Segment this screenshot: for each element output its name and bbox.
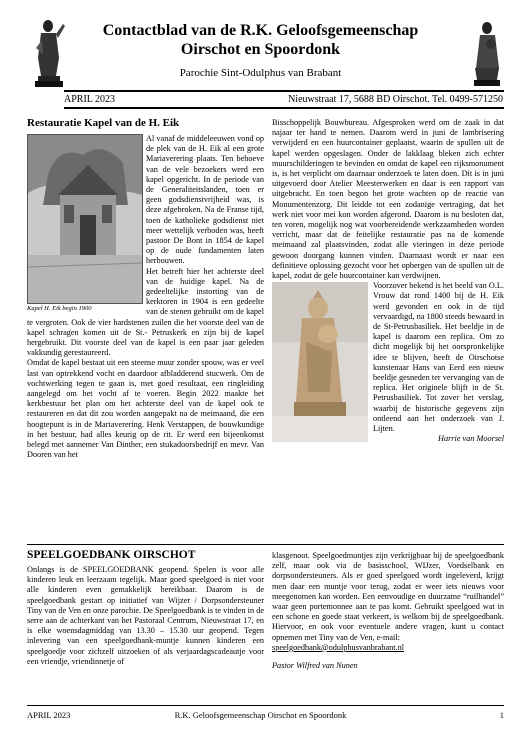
madonna-statue-photo (272, 282, 368, 442)
article1-intro-text: Al vanaf de middeleeuwen vond op de plek van de H. Eik al een grote Mariaverering plaats. Ten behoeve van de vele bezoekers werd een kapel opgericht. In de periode van de Generaliteitslanden, toen er geen godsdienstvrijheid was, is deze afgebroken. Na de Franse tijd, toen de katholieke godsdienst niet meer wettelijk verboden was, heeft pastoor De Bont in 1854 de kapel op de oude fundamenten laten herbouwen. (146, 134, 264, 266)
article2-title: SPEELGOEDBANK OIRSCHOT (27, 549, 196, 561)
footer-rule (27, 705, 504, 706)
chapel-photo-block (27, 134, 141, 312)
page-number: 1 (499, 710, 504, 720)
masthead-title-line2: Oirschot en Spoordonk (180, 41, 341, 58)
masthead-bottom-rule (64, 107, 504, 109)
article1-author-signature: Harrie van Moorsel (438, 434, 504, 444)
parish-subtitle: Parochie Sint-Odulphus van Brabant (179, 67, 342, 79)
article2-right-column (272, 551, 504, 671)
article1-right-column (272, 118, 504, 445)
article1-title: Restauratie Kapel van de H. Eik (27, 117, 180, 129)
masthead-top-rule (64, 90, 504, 92)
article1-statue-text: Voorzover bekend is het beeld van O.L. Vrouw dat rond 1400 bij de H. Eik werd gevonden en ook in de tijd vervaardigd, na 1800 steeds bewaard in de St-Petrusbasiliek. Het beeldje in de kapel is daarom een replica. Om zo dicht mogelijk bij het oorspronkelijke idee te blijven, heeft de Oirschotse kunstenaar Hans van Eerd een nieuw beeldje gesneden ter vervanging van de replica. Het originele blijft in de St. Petrusbasiliek. Tot zover het verslag, waarbij de historische gegevens zijn ontleend aan het onderzoek van J. Lijten. (373, 281, 504, 434)
madonna-photo-block (272, 282, 368, 442)
article1-restoration-text: Omdat de kapel bestaat uit een steense muur zonder spouw, was er veel last van optrekkend vocht en daardoor afbladderend stucwerk. Om de vochtwerking tegen te gaan is, met goed resultaat, een ringleiding aangelegd om het vocht af te voeren. Begin 2022 maakte het kerkbestuur het plan om het achterste deel van de kapel ook te restaureren en dat dit zou worden aangepakt na de meimaand, die een hoogtepunt is in de Mariaverering. Henk Verstappen, de bouwkundige in het bestuur, had alles keurig op de rit. Er werd een bijeenkomst belegd met aannemer Van Dinther, een stukadoorsbedrijf en mevr. Van Dooren van het (27, 358, 264, 460)
article1-right-para1: Bisschoppelijk Bouwbureau. Afgesproken werd om de zaak in dat najaar ter hand te nemen. Daarom werd in juni de lambrisering verwijderd en een huurcontainer geplaatst, waarin de spullen uit de kapel werden opgeslagen. Onder de lakklaag bleken zich echter muurschilderingen te bevinden en omdat de kapel een rijksmonument is, is het verplicht om daarnaar onderzoek te laten doen. Dit is in juni uitgevoerd door Atelier Meesterwerken en daar is een rapport van uitgebracht. En toen begon het grote wachten op de reactie van Monumentenzorg. Dit leidde tot een zodanige vertraging, dat het werk niet voor mei kon worden afgerond. Daarom is nu besloten dat, ten voren, mogelijk nog wat voorbereidende werkzaamheden worden verricht, maar dat de feitelijke restauratie pas na de komende meimaand zal plaatsvinden, zodat alle vieringen in deze periode gewoon doorgang kunnen vinden. Daarnaast wordt er naar een definitieve oplossing gezocht voor het opbergen van de spullen uit de kapel, zodat de gele huurcontainer kan verdwijnen. (272, 118, 504, 281)
masthead-title-line1: Contactblad van de R.K. Geloofsgemeenschap (102, 22, 419, 39)
section-divider (27, 544, 504, 545)
footer-date: APRIL 2023 (27, 710, 71, 720)
parish-address: Nieuwstraat 17, 5688 BD Oirschot. Tel. 0499-571250 (288, 94, 503, 105)
article1-left-column (27, 117, 264, 461)
article2-author-signature: Pastor Wilfred van Nunen (272, 661, 358, 671)
footer-organization: R.K. Geloofsgemeenschap Oirschot en Spoordonk (174, 710, 347, 720)
chapel-photo (27, 134, 143, 304)
speelgoedbank-email-link[interactable]: speelgoedbank@odulphusvanbrabant.nl (272, 642, 405, 652)
article2-right-text: klasgenoot. Speelgoedmuntjes zijn verkrijgbaar bij de speelgoedbank zelf, maar ook via de basisschool, WIJzer, Voedselbank en dorpsondersteuners. Als er goed speelgoed wordt ingeleverd, krijgt men daar een muntje voor terug, zodat er weer iets nieuws voor meegenomen kan worden. Een eenvoudige en duurzame “ruilhandel” waar geen portemonnee aan te pas komt. Gebruikt speelgoed wat in een schone en goede staat verkeert, is welkom bij de speelgoedbank. Hiervoor, en ook voor eventuele andere vragen, kunt u contact opnemen met Tiny van de Ven, e-mail: (272, 551, 504, 642)
article2-left-column (27, 548, 264, 667)
chapel-photo-caption: Kapel H. Eik begin 1900 (27, 305, 92, 312)
article1-history-text: Het betreft hier het achterste deel van de huidige kapel. Na de gedeeltelijke instorting van de kerktoren in 1904 is een gedeelte van de stenen gebruikt om de kapel te vergroten. Ook de vier hardstenen zuilen die het voorste deel van de kapel schragen komen uit de St.- Petruskerk en zijn bij de kapel hergebruikt. Dit voorste deel van de kapel is een paar jaar geleden vakkundig gerestaureerd. (27, 266, 264, 358)
article2-left-text: Onlangs is de SPEELGOEDBANK geopend. Spelen is voor alle kinderen leuk en leerzaam tegelijk. Maar goed speelgoed is niet voor alle kinderen even gemakkelijk bereikbaar. Daarom is de speelgoedbank gestart op initiatief van Wijzer / Dorpsondersteuner Tiny van de Ven en onze parochie. De Speelgoedbank is te vinden in de serre aan de achterkant van het Pastoraal Centrum, Nieuwstraat 17, en is elke woensdagmiddag van 13.30 – 15.30 uur geopend. Tegen inlevering van een speelgoedbank-muntje kunnen kinderen een speelgoedje voor zichzelf uitzoeken of als verjaardagscadeautje voor een vriendje, vriendinnetje of (27, 565, 264, 666)
issue-date: APRIL 2023 (64, 94, 116, 105)
